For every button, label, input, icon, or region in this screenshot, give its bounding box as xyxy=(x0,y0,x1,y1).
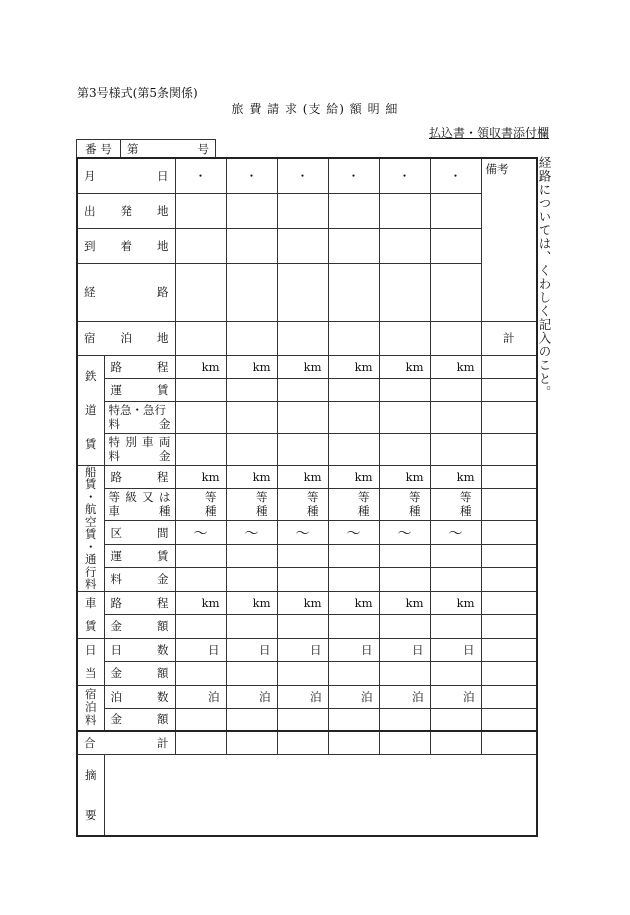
amount-cell[interactable] xyxy=(175,662,226,686)
section-label: 区 間 xyxy=(104,520,175,544)
route-cell[interactable] xyxy=(430,263,481,321)
lodging-place-cell[interactable] xyxy=(379,321,430,355)
km-cell[interactable]: km xyxy=(175,355,226,378)
km-cell[interactable]: km xyxy=(328,591,379,615)
lodging-place-cell[interactable] xyxy=(328,321,379,355)
ship-distance-row xyxy=(77,465,537,488)
date-cell[interactable]: ・ xyxy=(175,158,226,193)
amount-cell[interactable] xyxy=(430,615,481,639)
amount-cell[interactable] xyxy=(277,378,328,401)
total-amount-cell[interactable] xyxy=(379,731,430,754)
lodging-place-cell[interactable] xyxy=(226,321,277,355)
amount-cell[interactable] xyxy=(175,433,226,465)
route-instruction-note: 経路については、くわしく記入のこと。 xyxy=(537,156,552,399)
toll-fee-label: 料 金 xyxy=(104,568,175,591)
car-amount-label: 金 額 xyxy=(104,615,175,639)
nights-cell[interactable]: 泊 xyxy=(277,685,328,708)
amount-cell[interactable] xyxy=(379,545,430,568)
arrival-cell[interactable] xyxy=(175,228,226,263)
attachment-note: 払込書・領収書添付欄 xyxy=(429,126,550,140)
amount-cell[interactable] xyxy=(328,615,379,639)
amount-cell[interactable] xyxy=(430,545,481,568)
route-cell[interactable] xyxy=(379,263,430,321)
summary-label: 摘 要 xyxy=(77,754,104,836)
total-amount-cell[interactable] xyxy=(277,731,328,754)
car-distance-row xyxy=(77,591,537,615)
departure-cell[interactable] xyxy=(277,193,328,228)
ship-fare-row xyxy=(77,545,537,568)
route-label: 経 路 xyxy=(77,263,175,321)
amount-cell[interactable] xyxy=(226,662,277,686)
amount-cell[interactable] xyxy=(430,662,481,686)
route-row xyxy=(77,263,537,321)
number-label: 番 号 xyxy=(77,140,121,159)
total-amount-cell[interactable] xyxy=(226,731,277,754)
arrival-cell[interactable] xyxy=(277,228,328,263)
daily-allowance-group-label: 日 当 xyxy=(77,638,104,685)
amount-cell[interactable] xyxy=(175,545,226,568)
toll-fee-row xyxy=(77,568,537,591)
total-cell[interactable] xyxy=(481,378,537,401)
amount-cell[interactable] xyxy=(226,568,277,591)
route-cell[interactable] xyxy=(175,263,226,321)
nights-cell[interactable]: 泊 xyxy=(430,685,481,708)
departure-cell[interactable] xyxy=(379,193,430,228)
lodging-place-cell[interactable] xyxy=(277,321,328,355)
amount-cell[interactable] xyxy=(379,615,430,639)
total-cell[interactable] xyxy=(481,465,537,488)
days-cell[interactable]: 日 xyxy=(175,638,226,662)
days-cell[interactable]: 日 xyxy=(379,638,430,662)
nights-label: 泊 数 xyxy=(104,685,175,708)
amount-cell[interactable] xyxy=(175,401,226,433)
amount-cell[interactable] xyxy=(430,708,481,731)
lodging-fee-group-label: 宿 泊 料 xyxy=(77,685,104,731)
section-cell[interactable]: 〜 xyxy=(430,520,481,544)
number-prefix: 第 xyxy=(127,142,139,156)
amount-cell[interactable] xyxy=(328,662,379,686)
amount-cell[interactable] xyxy=(328,401,379,433)
class-type-row xyxy=(77,488,537,520)
departure-cell[interactable] xyxy=(226,193,277,228)
days-cell[interactable]: 日 xyxy=(277,638,328,662)
amount-cell[interactable] xyxy=(379,433,430,465)
daily-amount-label: 金 額 xyxy=(104,662,175,686)
section-row xyxy=(77,520,537,544)
remarks-cell[interactable] xyxy=(481,158,537,321)
total-amount-cell[interactable] xyxy=(175,731,226,754)
ship-distance-label: 路 程 xyxy=(104,465,175,488)
lodging-place-cell[interactable] xyxy=(430,321,481,355)
amount-cell[interactable] xyxy=(226,708,277,731)
amount-cell[interactable] xyxy=(277,662,328,686)
rail-group-label: 鉄 道 賃 xyxy=(77,355,104,465)
number-suffix: 号 xyxy=(197,142,209,156)
total-cell[interactable] xyxy=(481,615,537,639)
route-cell[interactable] xyxy=(328,263,379,321)
km-cell[interactable]: km xyxy=(379,465,430,488)
total-cell[interactable] xyxy=(481,568,537,591)
class-cell[interactable]: 等 種 xyxy=(328,488,379,520)
route-cell[interactable] xyxy=(226,263,277,321)
class-cell[interactable]: 等 種 xyxy=(277,488,328,520)
amount-cell[interactable] xyxy=(379,662,430,686)
class-type-label: 等 級 又 は 車 種 xyxy=(104,488,175,520)
amount-cell[interactable] xyxy=(430,378,481,401)
days-label: 日 数 xyxy=(104,638,175,662)
rail-fare-row xyxy=(77,378,537,401)
number-field[interactable] xyxy=(121,140,216,159)
route-cell[interactable] xyxy=(277,263,328,321)
amount-cell[interactable] xyxy=(226,378,277,401)
total-cell[interactable] xyxy=(481,662,537,686)
expense-detail-table xyxy=(76,157,538,837)
amount-cell[interactable] xyxy=(175,568,226,591)
km-cell[interactable]: km xyxy=(277,591,328,615)
car-amount-row xyxy=(77,615,537,639)
total-cell[interactable] xyxy=(481,545,537,568)
amount-cell[interactable] xyxy=(226,615,277,639)
section-cell[interactable]: 〜 xyxy=(379,520,430,544)
summary-row xyxy=(77,754,537,836)
amount-cell[interactable] xyxy=(430,568,481,591)
amount-cell[interactable] xyxy=(277,401,328,433)
date-cell[interactable]: ・ xyxy=(379,158,430,193)
amount-cell[interactable] xyxy=(277,615,328,639)
total-cell[interactable] xyxy=(481,401,537,433)
nights-cell[interactable]: 泊 xyxy=(175,685,226,708)
total-cell[interactable] xyxy=(481,433,537,465)
arrival-cell[interactable] xyxy=(226,228,277,263)
amount-cell[interactable] xyxy=(277,433,328,465)
grand-total-row xyxy=(77,731,537,754)
km-cell[interactable]: km xyxy=(379,355,430,378)
class-cell[interactable]: 等 種 xyxy=(226,488,277,520)
date-row xyxy=(77,158,537,193)
km-cell[interactable]: km xyxy=(277,465,328,488)
rail-distance-row xyxy=(77,355,537,378)
lodging-place-label: 宿 泊 地 xyxy=(77,321,175,355)
rail-fare-label: 運 賃 xyxy=(104,378,175,401)
remarks-label: 備考 xyxy=(485,162,509,176)
km-cell[interactable]: km xyxy=(430,591,481,615)
arrival-cell[interactable] xyxy=(328,228,379,263)
amount-cell[interactable] xyxy=(226,545,277,568)
daily-amount-row xyxy=(77,662,537,686)
km-cell[interactable]: km xyxy=(430,465,481,488)
section-cell[interactable]: 〜 xyxy=(226,520,277,544)
amount-cell[interactable] xyxy=(277,545,328,568)
amount-cell[interactable] xyxy=(277,708,328,731)
total-cell[interactable] xyxy=(481,708,537,731)
days-row xyxy=(77,638,537,662)
arrival-cell[interactable] xyxy=(379,228,430,263)
special-car-fee-row xyxy=(77,433,537,465)
date-cell[interactable]: ・ xyxy=(226,158,277,193)
arrival-row xyxy=(77,228,537,263)
lodging-place-cell[interactable] xyxy=(175,321,226,355)
class-cell[interactable]: 等 種 xyxy=(379,488,430,520)
lodging-amount-label: 金 額 xyxy=(104,708,175,731)
km-cell[interactable]: km xyxy=(175,591,226,615)
grand-total-label: 合 計 xyxy=(77,731,175,754)
section-cell[interactable]: 〜 xyxy=(175,520,226,544)
total-cell[interactable] xyxy=(481,355,537,378)
date-cell[interactable]: ・ xyxy=(430,158,481,193)
km-cell[interactable]: km xyxy=(328,355,379,378)
days-cell[interactable]: 日 xyxy=(328,638,379,662)
nights-row xyxy=(77,685,537,708)
departure-cell[interactable] xyxy=(328,193,379,228)
page-title: 旅 費 請 求 (支 給) 額 明 細 xyxy=(231,102,399,116)
section-cell[interactable]: 〜 xyxy=(277,520,328,544)
ship-fare-label: 運 賃 xyxy=(104,545,175,568)
amount-cell[interactable] xyxy=(328,433,379,465)
amount-cell[interactable] xyxy=(226,401,277,433)
days-cell[interactable]: 日 xyxy=(226,638,277,662)
amount-cell[interactable] xyxy=(277,568,328,591)
km-cell[interactable]: km xyxy=(328,465,379,488)
amount-cell[interactable] xyxy=(226,433,277,465)
departure-cell[interactable] xyxy=(175,193,226,228)
section-cell[interactable]: 〜 xyxy=(328,520,379,544)
nights-cell[interactable]: 泊 xyxy=(226,685,277,708)
amount-cell[interactable] xyxy=(430,401,481,433)
total-amount-cell[interactable] xyxy=(328,731,379,754)
car-distance-label: 路 程 xyxy=(104,591,175,615)
km-cell[interactable]: km xyxy=(226,465,277,488)
departure-cell[interactable] xyxy=(430,193,481,228)
amount-cell[interactable] xyxy=(328,708,379,731)
total-cell[interactable] xyxy=(481,685,537,708)
special-car-fee-label: 特 別 車 両 料 金 xyxy=(104,433,175,465)
amount-cell[interactable] xyxy=(379,708,430,731)
total-cell[interactable] xyxy=(481,488,537,520)
nights-cell[interactable]: 泊 xyxy=(328,685,379,708)
number-box xyxy=(76,139,216,159)
km-cell[interactable]: km xyxy=(175,465,226,488)
total-amount-cell[interactable] xyxy=(430,731,481,754)
amount-cell[interactable] xyxy=(328,378,379,401)
departure-label: 出 発 地 xyxy=(77,193,175,228)
days-cell[interactable]: 日 xyxy=(430,638,481,662)
amount-cell[interactable] xyxy=(175,708,226,731)
express-fee-row xyxy=(77,401,537,433)
ship-air-toll-group-label: 船 賃 ・ 航 空 賃 ・ 通 行 料 xyxy=(77,465,104,591)
amount-cell[interactable] xyxy=(175,615,226,639)
rail-distance-label: 路 程 xyxy=(104,355,175,378)
amount-cell[interactable] xyxy=(379,568,430,591)
class-cell[interactable]: 等 種 xyxy=(175,488,226,520)
form-number: 第3号様式(第5条関係) xyxy=(77,86,198,100)
amount-cell[interactable] xyxy=(430,433,481,465)
lodging-place-row xyxy=(77,321,537,355)
km-cell[interactable]: km xyxy=(379,591,430,615)
amount-cell[interactable] xyxy=(328,568,379,591)
total-cell[interactable] xyxy=(481,520,537,544)
nights-cell[interactable]: 泊 xyxy=(379,685,430,708)
total-mark: 計 xyxy=(481,321,537,355)
date-label: 月 日 xyxy=(77,158,175,193)
date-cell[interactable]: ・ xyxy=(328,158,379,193)
date-cell[interactable]: ・ xyxy=(277,158,328,193)
km-cell[interactable]: km xyxy=(430,355,481,378)
express-fee-label: 特急・急行 料 金 xyxy=(104,401,175,433)
total-cell[interactable] xyxy=(481,638,537,662)
amount-cell[interactable] xyxy=(175,378,226,401)
departure-row xyxy=(77,193,537,228)
amount-cell[interactable] xyxy=(379,378,430,401)
class-cell[interactable]: 等 種 xyxy=(430,488,481,520)
summary-field[interactable] xyxy=(104,754,537,836)
arrival-cell[interactable] xyxy=(430,228,481,263)
arrival-label: 到 着 地 xyxy=(77,228,175,263)
lodging-amount-row xyxy=(77,708,537,731)
km-cell[interactable]: km xyxy=(226,355,277,378)
car-group-label: 車 賃 xyxy=(77,591,104,638)
total-cell[interactable] xyxy=(481,591,537,615)
amount-cell[interactable] xyxy=(328,545,379,568)
km-cell[interactable]: km xyxy=(277,355,328,378)
km-cell[interactable]: km xyxy=(226,591,277,615)
grand-total-cell[interactable] xyxy=(481,731,537,754)
amount-cell[interactable] xyxy=(379,401,430,433)
